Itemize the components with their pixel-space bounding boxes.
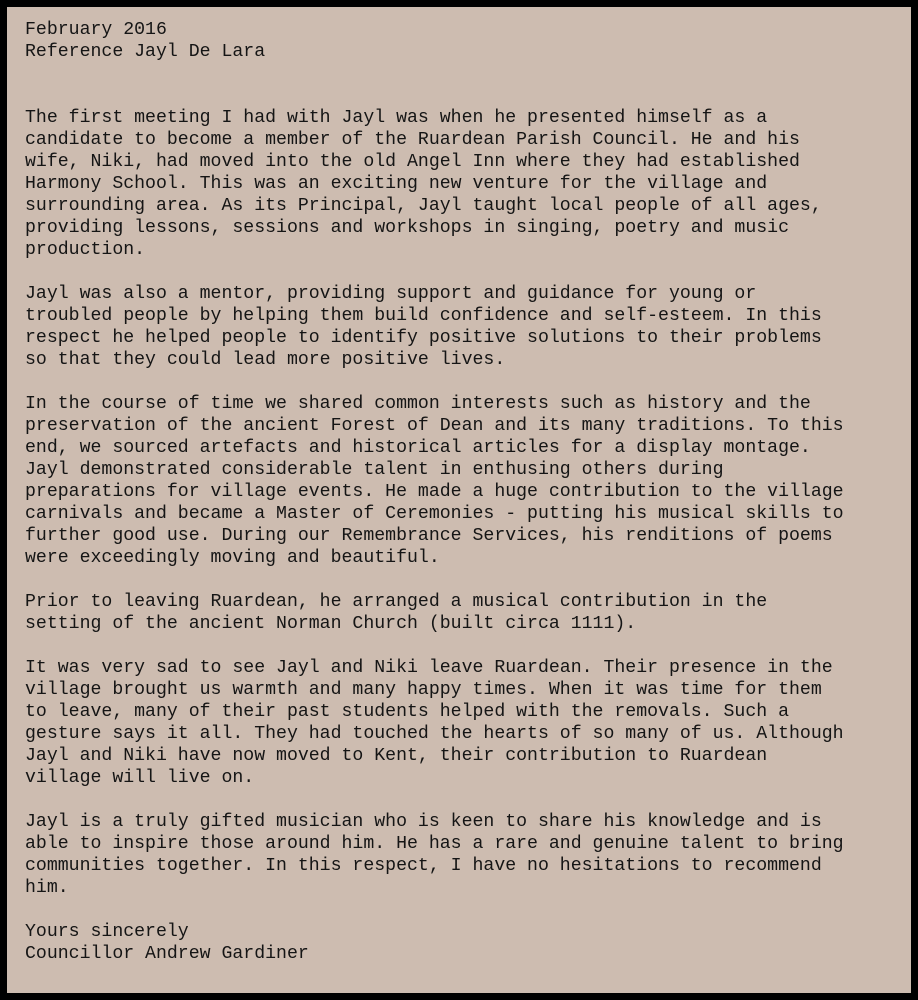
paragraph-line: village brought us warmth and many happy times. When it was time for them: [25, 680, 822, 700]
paragraph-line: Jayl demonstrated considerable talent in enthusing others during: [25, 460, 724, 480]
paragraph-line: candidate to become a member of the Ruardean Parish Council. He and his: [25, 130, 800, 150]
paragraph-line: respect he helped people to identify positive solutions to their problems: [25, 328, 822, 348]
paragraph-line: production.: [25, 240, 146, 260]
paragraph-line: Jayl is a truly gifted musician who is keen to share his knowledge and is: [25, 812, 822, 832]
paragraph-6: [25, 811, 911, 899]
paragraph-line: troubled people by helping them build confidence and self-esteem. In this: [25, 306, 822, 326]
paragraph-line: carnivals and became a Master of Ceremonies - putting his musical skills to: [25, 504, 844, 524]
paragraph-line: preparations for village events. He made a huge contribution to the village: [25, 482, 844, 502]
paragraph-line: Jayl was also a mentor, providing support and guidance for young or: [25, 284, 757, 304]
paragraph-line: It was very sad to see Jayl and Niki leave Ruardean. Their presence in the: [25, 658, 833, 678]
paragraph-line: him.: [25, 878, 69, 898]
letter-reference: Reference Jayl De Lara: [25, 42, 266, 62]
paragraph-line: gesture says it all. They had touched the hearts of so many of us. Although: [25, 724, 844, 744]
paragraph-line: able to inspire those around him. He has a rare and genuine talent to bring: [25, 834, 844, 854]
paragraph-line: providing lessons, sessions and workshops in singing, poetry and music: [25, 218, 789, 238]
paragraph-line: The first meeting I had with Jayl was when he presented himself as a: [25, 108, 768, 128]
paragraph-line: Jayl and Niki have now moved to Kent, their contribution to Ruardean: [25, 746, 768, 766]
paragraph-5: [25, 657, 911, 789]
paragraph-line: Prior to leaving Ruardean, he arranged a musical contribution in the: [25, 592, 768, 612]
letter-page: [7, 7, 911, 993]
paragraph-4: [25, 591, 911, 635]
paragraph-line: setting of the ancient Norman Church (built circa 1111).: [25, 614, 637, 634]
letter-closing: Yours sincerely: [25, 922, 189, 942]
paragraph-line: surrounding area. As its Principal, Jayl taught local people of all ages,: [25, 196, 822, 216]
paragraph-1: [25, 107, 911, 261]
paragraph-line: Harmony School. This was an exciting new venture for the village and: [25, 174, 768, 194]
letter-signature: Councillor Andrew Gardiner: [25, 944, 309, 964]
paragraph-line: In the course of time we shared common interests such as history and the: [25, 394, 811, 414]
paragraph-line: further good use. During our Remembrance Services, his renditions of poems: [25, 526, 833, 546]
paragraph-line: were exceedingly moving and beautiful.: [25, 548, 440, 568]
paragraph-line: end, we sourced artefacts and historical articles for a display montage.: [25, 438, 811, 458]
paragraph-2: [25, 283, 911, 371]
paragraph-line: village will live on.: [25, 768, 255, 788]
letter-date: February 2016: [25, 20, 167, 40]
paragraph-3: [25, 393, 911, 569]
paragraph-line: to leave, many of their past students helped with the removals. Such a: [25, 702, 789, 722]
paragraph-line: wife, Niki, had moved into the old Angel Inn where they had established: [25, 152, 800, 172]
paragraph-line: preservation of the ancient Forest of Dean and its many traditions. To this: [25, 416, 844, 436]
paragraph-line: so that they could lead more positive lives.: [25, 350, 506, 370]
paragraph-line: communities together. In this respect, I have no hesitations to recommend: [25, 856, 822, 876]
